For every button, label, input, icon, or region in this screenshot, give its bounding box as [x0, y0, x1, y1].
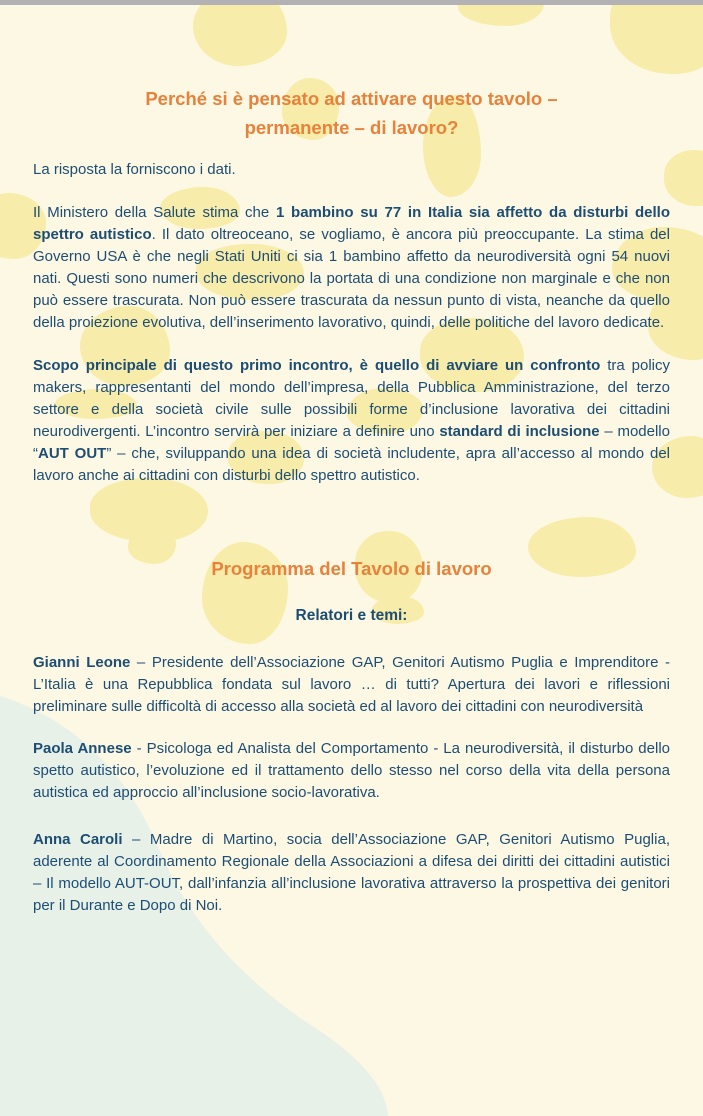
lead-sentence: La risposta la forniscono i dati.: [33, 161, 236, 178]
paragraph-data-statistics: Il Ministero della Salute stima che 1 bambino su 77 in Italia sia affetto da disturbi dello spettro autistico. Il dato oltreoceano, se vogliamo, è ancora più preoccupante. La stima del Governo USA è che negli Stati Uniti ci sia 1 bambino affetto da neurodiversità ogni 54 nuovi nati. Questi sono numeri che descrivono la portata di una condizione non marginale e che non può essere trascurata. Non può essere trascurata da nessun punto di vista, neanche da quello della proiezione evolutiva, dell’inserimento lavorativo, quindi, delle politiche del lavoro dedicate.: [33, 204, 671, 331]
subheading-speakers: Relatori e temi:: [295, 607, 408, 624]
heading-line-1: Perché si è pensato ad attivare questo tavolo –: [145, 88, 558, 109]
heading-line-2: permanente – di lavoro?: [244, 117, 459, 138]
section-heading-program: Programma del Tavolo di lavoro: [211, 558, 492, 579]
section-heading-why: [33, 84, 670, 142]
speaker-anna-caroli: Anna Caroli – Madre di Martino, socia dell’Associazione GAP, Genitori Autismo Puglia, aderente al Coordinamento Regionale della Associazioni a difesa dei diritti dei cittadini autistici – Il modello AUT-OUT, dall’infanzia all’inclusione lavorativa attraverso la prospettiva dei genitori per il Durante e Dopo di Noi.: [33, 831, 670, 914]
paragraph-meeting-scope: Scopo principale di questo primo incontro, è quello di avviare un confronto tra policy makers, rappresentanti del mondo dell’impresa, della Pubblica Amministrazione, del terzo settore e della società civile sulle possibili forme d’inclusione lavorativa dei cittadini neurodivergenti. L’incontro servirà per iniziare a definire uno standard di inclusione – modello “AUT OUT” – che, sviluppando una idea di società includente, apra all’accesso al mondo del lavoro anche ai cittadini con disturbi dello spettro autistico.: [33, 357, 670, 484]
top-border-bar: [0, 0, 703, 5]
speaker-gianni-leone: Gianni Leone – Presidente dell’Associazione GAP, Genitori Autismo Puglia e Imprenditore - L’Italia è una Repubblica fondata sul lavoro … di tutti? Apertura dei lavori e riflessioni preliminare sulle difficoltà di accesso alla società ed al lavoro dei cittadini con neurodiversità: [33, 654, 670, 715]
speaker-paola-annese: Paola Annese - Psicologa ed Analista del Comportamento - La neurodiversità, il disturbo dello spetto autistico, l’evoluzione ed il trattamento dello stesso nel corso della vita della persona autistica ed approccio all’inclusione socio-lavorativa.: [33, 740, 670, 801]
